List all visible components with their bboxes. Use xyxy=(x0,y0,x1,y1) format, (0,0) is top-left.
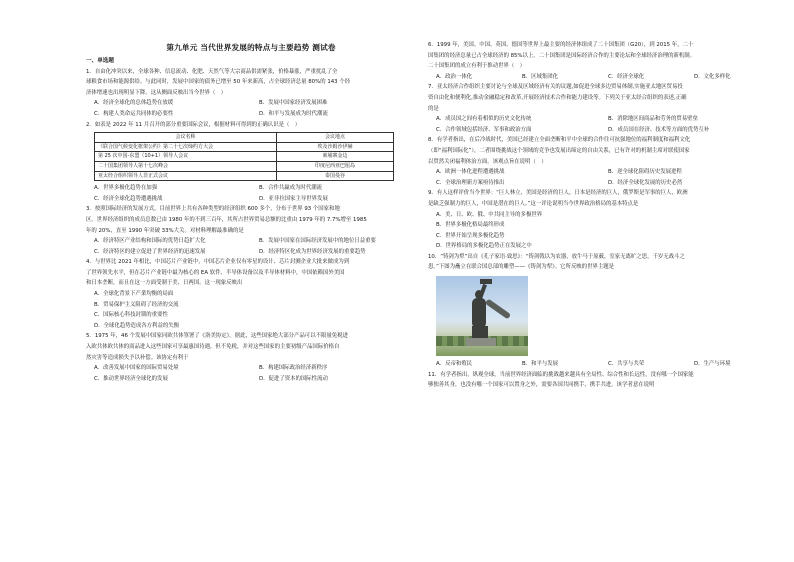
meetings-table xyxy=(94,132,394,181)
q9-stem-line: 9．有人这样评价当今世界：“巨人林立，美国是经济的巨人，日本是经济的巨人，俄罗斯是军事的巨人，欧洲 xyxy=(428,190,688,197)
question-5 xyxy=(86,331,416,384)
table-row xyxy=(95,171,394,181)
question-8 xyxy=(428,135,772,188)
q10-stem-line: 患。”下图为矗立在联合国总部的雕塑——《铸剑为犁》。它所反映的世界主题是 xyxy=(428,264,615,271)
q7-option-d[interactable]: D．成员国在经济、技术等方面的优势互补 xyxy=(608,126,710,133)
q2-stem-line: 2．如表是 2022 年 11 月召开的部分重要国际会议，根据材料可得到的正确认识是（ ） xyxy=(86,121,301,128)
q6-option-b[interactable]: B．区域集团化 xyxy=(522,73,559,80)
q2-option-a[interactable]: A．世界多极化趋势在加强 xyxy=(94,185,157,192)
q1-option-b[interactable]: B．发展中国家经济发展困难 xyxy=(259,100,328,107)
right-column xyxy=(428,40,772,391)
table-row xyxy=(95,152,394,162)
section-heading: 一、单选题 xyxy=(86,58,114,64)
sculpture-body xyxy=(472,298,486,328)
q9-stem-line: 是缺乏强制力的巨人，中国是潜在的巨人。”这一评论说明当今世界政治格局的基本特点是 xyxy=(428,200,639,207)
q3-option-b[interactable]: B．发展中国家在国际经济发展中的地位日益重要 xyxy=(259,238,376,245)
q5-stem-line: 5．1975 年，46 个发展中国家同欧共体签署了《洛美协定》。据此，这些国家绝大部分产品可以不限量免税进 xyxy=(86,333,348,340)
q7-option-c[interactable]: C．合作领域包括经济、军事和政治方面 xyxy=(436,126,532,133)
table-cell: 印度尼西亚巴厘岛 xyxy=(277,161,394,171)
q10-stem-line: 10．“铸剑为犁”出自《孔子家语·致思》：“铸剑戟以为农器，放牛马于原薮，室家无离旷之思，千岁无战斗之 xyxy=(428,253,685,260)
table-header-row xyxy=(95,133,394,143)
q7-option-a[interactable]: A．成员国之间有着相似的历史文化传统 xyxy=(436,116,532,123)
question-11 xyxy=(428,370,772,391)
q8-option-b[interactable]: B．逆全球化阻碍历史发展进程 xyxy=(608,169,682,176)
q9-option-a[interactable]: A．美、日、欧、俄、中共同主导的多极世界 xyxy=(436,211,543,218)
q5-option-c[interactable]: C．推动世界经济全球化的发展 xyxy=(94,375,168,382)
table-cell: 埃及沙姆沙伊赫 xyxy=(277,142,394,152)
q2-option-c[interactable]: C．经济全球化趋势遭遇挑战 xyxy=(94,195,163,202)
table-cell: 第 25 次中国-东盟（10+1）领导人会议 xyxy=(95,152,277,162)
q10-option-a[interactable]: A．反帝和殖民 xyxy=(436,361,473,368)
q9-option-c[interactable]: C．世界开始呈现多极化趋势 xyxy=(436,232,505,239)
q8-option-a[interactable]: A．欧洲一体化进程遭遇挑战 xyxy=(436,169,505,176)
q2-option-d[interactable]: D．亚非拉国家主导世界发展 xyxy=(259,195,328,202)
q6-stem-line: 二十国集团的成立有利于推动世界（ ） xyxy=(428,63,526,70)
q8-option-d[interactable]: D．经济全球化发展的历史必然 xyxy=(608,179,683,186)
sculpture-hammer xyxy=(480,279,492,284)
q8-stem-line: 8．有学者指出，在后冷战时代，美国已经建立全面垄断和平中全球的合作往可抗强地位的福利制度和福利文化 xyxy=(428,137,691,144)
sculpture-pedestal xyxy=(466,338,496,346)
q10-option-b[interactable]: B．和平与发展 xyxy=(522,361,559,368)
table-header-cell: 会议地点 xyxy=(277,133,394,143)
q7-stem-line: 7．亚太经济合作组织主要讨论与全球及区域经济有关的议题,如促进全球多边贸易体制,实施亚太地区贸易投 xyxy=(428,84,683,91)
q5-stem-line: 然灾害等造成损失予以补偿。该协定有利于 xyxy=(86,354,189,361)
q10-option-d[interactable]: D．生产与环境 xyxy=(694,361,731,368)
sculpture-photo xyxy=(436,276,528,356)
q4-stem-line: 和日本垄断，而且在这一方面受制于美、日两国。这一现象反映出 xyxy=(86,280,243,287)
q6-option-a[interactable]: A．政治一体化 xyxy=(436,73,473,80)
table-cell: 亚太经合组织领导人非正式会议 xyxy=(95,171,277,181)
table-header-cell: 会议名称 xyxy=(95,133,277,143)
q4-stem-line: 了世界领先水平，但在芯片产业链中最为核心的 EA 软件、半导体设备以及半导体材料中，中国依赖国外美国 xyxy=(86,269,345,276)
q3-option-a[interactable]: A．经济特区产业结构和国际的优势日趋扩大化 xyxy=(94,238,206,245)
q4-option-b[interactable]: B．贸易保护主义阻碍了经济的交流 xyxy=(94,301,179,308)
question-3 xyxy=(86,204,416,257)
question-1 xyxy=(86,67,416,120)
q10-option-c[interactable]: C．共享与共荣 xyxy=(608,361,645,368)
q7-stem-line: 的是 xyxy=(428,105,439,112)
q6-option-c[interactable]: C．经济全球化 xyxy=(608,73,645,80)
q1-stem-line: 球粮食市场和能源供给。与此同时，发展中国家的债务已增至 50 年来新高，占全球经济总量 80%的 143 个经 xyxy=(86,79,351,86)
q3-stem-line: 3．按照国际经济的发展方式，目前世界上共有各种类型的经济组织 600 多个，分布于世界 93 个国家和地 xyxy=(86,206,340,213)
question-7 xyxy=(428,82,772,135)
q8-option-c[interactable]: C．全球治理新方案亟待推出 xyxy=(436,179,505,186)
question-6 xyxy=(428,40,772,82)
table-cell: 泰国曼谷 xyxy=(277,171,394,181)
q3-option-c[interactable]: C．经济特区的建立促进了世界经济的迅速发展 xyxy=(94,248,206,255)
q4-option-d[interactable]: D．全球化趋势造成各方利益的失衡 xyxy=(94,322,180,329)
q3-option-d[interactable]: D．经济特区化成为世界经济发展的重要趋势 xyxy=(259,248,366,255)
table-row xyxy=(95,161,394,171)
question-2 xyxy=(86,120,416,205)
q9-option-d[interactable]: D．世界格局的多极化趋势正在发展之中 xyxy=(436,243,532,250)
page-title: 第九单元 当代世界发展的特点与主要趋势 测试卷 xyxy=(166,43,336,52)
left-column xyxy=(86,56,416,384)
q8-stem-line: 以贸然关闭福利体治方面。该观点旨在说明（ ） xyxy=(428,158,547,165)
table-cell: 柬埔寨金边 xyxy=(277,152,394,162)
q7-option-b[interactable]: B．消除地区间商品和劳务的贸易壁垒 xyxy=(608,116,698,123)
question-10 xyxy=(428,252,772,370)
q1-option-d[interactable]: D．和平与发展成为时代潮流 xyxy=(259,110,328,117)
q4-option-c[interactable]: C．国际核心科技封锁的重要性 xyxy=(94,312,168,319)
q11-stem-line: 够独善其身，也没有哪一个国家可以置身之外，需要各国共同携手，携手共进。该学者意在说明 xyxy=(428,382,655,389)
q11-stem-line: 11．有学者指出，纵观全球，当前世界经济面临的挑战越来越具有全局性、综合性和长远性，没有哪一个国家能 xyxy=(428,371,694,378)
q6-stem-line: 国集团的经济总量已占全球经济的 85%以上。二十国集团是国际经济合作的主要论坛和全球经济治理的新机制。 xyxy=(428,52,696,59)
q2-option-b[interactable]: B．合作共赢成为时代潮流 xyxy=(259,185,322,192)
q7-stem-line: 资自由化和便利化,推动金融稳定和改革,开展经济技术合作和能力建设等。下列关于亚太经合组织的表述,正确 xyxy=(428,94,687,101)
q1-option-a[interactable]: A．经济全球化的总体趋势在放缓 xyxy=(94,100,174,107)
q8-stem-line: （即“福利国际化”），二者围绕挑战这个领域的竞争也发展出缔定的自由关系，已有许对的机制主席对联使国家 xyxy=(428,147,690,154)
q4-option-a[interactable]: A．全球化背景下产業均衡的局面 xyxy=(94,291,174,298)
q5-option-a[interactable]: A．改善发展中国家的国际贸易处境 xyxy=(94,365,179,372)
q4-stem-line: 4．与世界比 2021 年相比，中国芯片产业链中，中国芯片企业仅有零星的设计、芯片封测企业大批来做成为到 xyxy=(86,259,350,266)
table-cell: 《联合国气候变化框架公约》第二十七次缔约方大会 xyxy=(95,142,277,152)
q5-option-b[interactable]: B．构建国际政治经济新秩序 xyxy=(259,365,328,372)
table-cell: 二十国集团领导人第十七次峰会 xyxy=(95,161,277,171)
q1-option-c[interactable]: C．构建人类命运共同体的必要性 xyxy=(94,110,174,117)
table-row xyxy=(95,142,394,152)
question-9 xyxy=(428,188,772,252)
q1-stem-line: 济体增速也出现明显下降。这从侧面反映出当今世界（ ） xyxy=(86,89,227,96)
q3-stem-line: 区。世界经济组织的成员总数已由 1980 年的不到三百年，其所占世界贸易总额的比重由 1979 年的 7.7%增至 1985 xyxy=(86,216,367,223)
q6-stem-line: 6．1999 年，美国、中国、英国、德国等世界上最主要的经济体组成了二十国集团（G20），到 2015 年，二十 xyxy=(428,42,694,48)
q3-stem-line: 年的 20%，直至 1990 年突破 33%大关。对材料理解最准确的是 xyxy=(86,227,244,234)
q9-option-b[interactable]: B．世界多极化格局最终形成 xyxy=(436,222,505,229)
question-4 xyxy=(86,257,416,331)
q6-option-d[interactable]: D．文化多样化 xyxy=(694,73,731,80)
q5-option-d[interactable]: D．促进了资本的国际性流动 xyxy=(259,375,328,382)
q1-stem-line: 1．自由化冲突以来，全球各种、信息流动、化肥、天然气等大宗商品供需紧张，价格暴涨，严重扰乱了全 xyxy=(86,68,338,75)
q5-stem-line: 入欧共体欧共体的商品进入这些国家可享最惠国待遇，但不免税，并对这些国家的主要初级产品国际价格自 xyxy=(86,344,340,351)
